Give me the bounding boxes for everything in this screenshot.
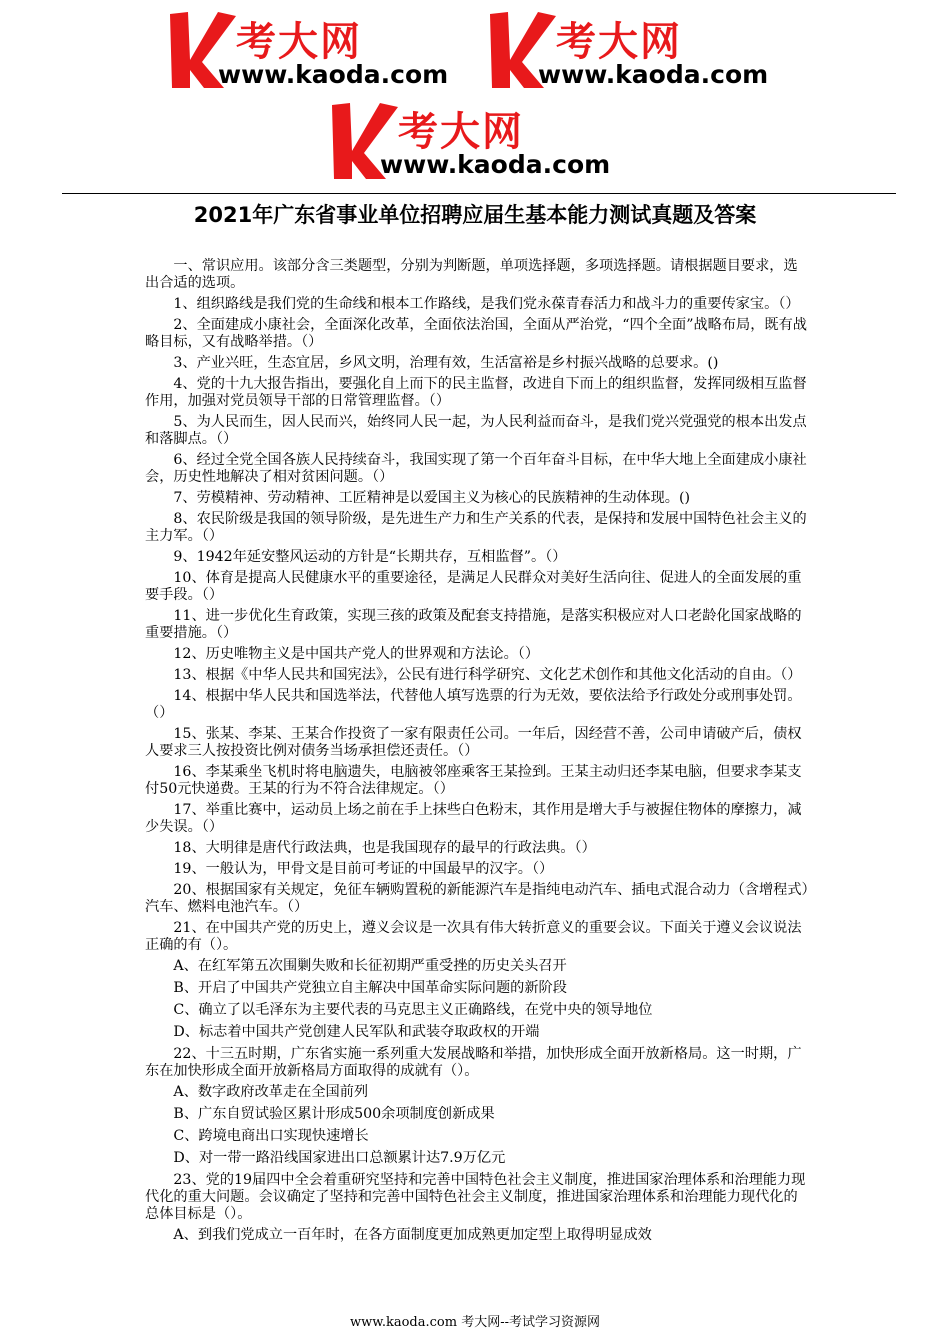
answer-option: B、开启了中国共产党独立自主解决中国革命实际问题的新阶段 (173, 980, 567, 996)
question-paragraph: 2、全面建成小康社会，全面深化改革，全面依法治国，全面从严治党，“四个全面”战略布局，既有战略目标，又有战略举措。（） (145, 317, 807, 350)
question-paragraph: 15、张某、李某、王某合作投资了一家有限责任公司。一年后，因经营不善，公司申请破产后，债权人要求三人按投资比例对债务当场承担偿还责任。（） (145, 726, 802, 759)
question-paragraph: 20、根据国家有关规定，免征车辆购置税的新能源汽车是指纯电动汽车、插电式混合动力（含增程式）汽车、燃料电池汽车。（） (145, 882, 809, 915)
answer-option: A、数字政府改革走在全国前列 (173, 1084, 369, 1100)
question-paragraph: 22、十三五时期，广东省实施一系列重大发展战略和举措，加快形成全面开放新格局。这一时期，广东在加快形成全面开放新格局方面取得的成就有（）。 (145, 1046, 802, 1079)
header-divider (62, 193, 896, 194)
answer-option: D、对一带一路沿线国家进出口总额累计达7.9万亿元 (173, 1150, 506, 1166)
document-body (145, 258, 810, 1249)
question-paragraph: 16、李某乘坐飞机时将电脑遗失，电脑被邻座乘客王某捡到。王某主动归还李某电脑，但要求李某支付50元快递费。王某的行为不符合法律规定。（） (145, 764, 802, 797)
page-footer: www.kaoda.com 考大网--考试学习资源网 (350, 1315, 600, 1330)
document-title: 2021年广东省事业单位招聘应届生基本能力测试真题及答案 (193, 203, 757, 227)
question-paragraph: 11、进一步优化生育政策，实现三孩的政策及配套支持措施，是落实积极应对人口老龄化国家战略的重要措施。（） (145, 608, 802, 641)
question-paragraph: 19、一般认为，甲骨文是目前可考证的中国最早的汉字。（） (173, 861, 554, 877)
logo-url-text: www.kaoda.com (380, 150, 611, 179)
logo-brand-text: 考大网 (556, 19, 682, 65)
kaoda-logo (330, 98, 640, 184)
question-paragraph: 13、根据《中华人民共和国宪法》，公民有进行科学研究、文化艺术创作和其他文化活动的自由。（） (173, 667, 802, 683)
logo-brand-text: 考大网 (398, 109, 524, 155)
question-paragraph: 9、1942年延安整风运动的方针是“长期共存，互相监督”。（） (173, 549, 567, 565)
question-paragraph: 14、根据中华人民共和国选举法，代替他人填写选票的行为无效，要依法给予行政处分或刑事处罚。（） (145, 688, 802, 721)
answer-option: A、到我们党成立一百年时，在各方面制度更加成熟更加定型上取得明显成效 (173, 1227, 652, 1243)
kaoda-logo (488, 8, 798, 92)
question-paragraph: 5、为人民而生，因人民而兴，始终同人民一起，为人民利益而奋斗，是我们党兴党强党的根本出发点和落脚点。（） (145, 414, 807, 447)
question-paragraph: 23、党的19届四中全会着重研究坚持和完善中国特色社会主义制度，推进国家治理体系和治理能力现代化的重大问题。会议确定了坚持和完善中国特色社会主义制度，推进国家治理体系和治理能力现代化的总体目标是（）。 (145, 1172, 806, 1222)
logo-url-text: www.kaoda.com (218, 60, 449, 89)
answer-option: C、确立了以毛泽东为主要代表的马克思主义正确路线，在党中央的领导地位 (173, 1002, 653, 1018)
question-paragraph: 3、产业兴旺，生态宜居，乡风文明，治理有效，生活富裕是乡村振兴战略的总要求。() (173, 355, 719, 371)
question-paragraph: 6、经过全党全国各族人民持续奋斗，我国实现了第一个百年奋斗目标，在中华大地上全面建成小康社会，历史性地解决了相对贫困问题。（） (145, 452, 807, 485)
question-paragraph: 10、体育是提高人民健康水平的重要途径，是满足人民群众对美好生活向往、促进人的全面发展的重要手段。（） (145, 570, 802, 603)
question-paragraph: 17、举重比赛中，运动员上场之前在手上抹些白色粉末，其作用是增大手与被握住物体的摩擦力，减少失误。（） (145, 802, 802, 835)
kaoda-logo (168, 8, 478, 92)
answer-option: B、广东自贸试验区累计形成500余项制度创新成果 (173, 1106, 495, 1122)
question-paragraph: 21、在中国共产党的历史上，遵义会议是一次具有伟大转折意义的重要会议。下面关于遵义会议说法正确的有（）。 (145, 920, 802, 953)
question-paragraph: 18、大明律是唐代行政法典，也是我国现存的最早的行政法典。（） (173, 840, 596, 856)
logo-url-text: www.kaoda.com (538, 60, 769, 89)
question-paragraph: 7、劳模精神、劳动精神、工匠精神是以爱国主义为核心的民族精神的生动体现。() (173, 490, 691, 506)
answer-option: D、标志着中国共产党创建人民军队和武装夺取政权的开端 (173, 1024, 540, 1040)
logo-brand-text: 考大网 (236, 19, 362, 65)
question-paragraph: 4、党的十九大报告指出，要强化自上而下的民主监督，改进自下而上的组织监督，发挥同级相互监督作用，加强对党员领导干部的日常管理监督。（） (145, 376, 807, 409)
answer-option: C、跨境电商出口实现快速增长 (173, 1128, 369, 1144)
question-paragraph: 8、农民阶级是我国的领导阶级，是先进生产力和生产关系的代表，是保持和发展中国特色社会主义的主力军。（） (145, 511, 807, 544)
question-paragraph: 1、组织路线是我们党的生命线和根本工作路线，是我们党永葆青春活力和战斗力的重要传家宝。（） (173, 296, 800, 312)
question-paragraph: 12、历史唯物主义是中国共产党人的世界观和方法论。（） (173, 646, 540, 662)
question-paragraph: 一、常识应用。该部分含三类题型，分别为判断题，单项选择题，多项选择题。请根据题目要求，选出合适的选项。 (145, 258, 798, 291)
answer-option: A、在红军第五次围剿失败和长征初期严重受挫的历史关头召开 (173, 958, 567, 974)
